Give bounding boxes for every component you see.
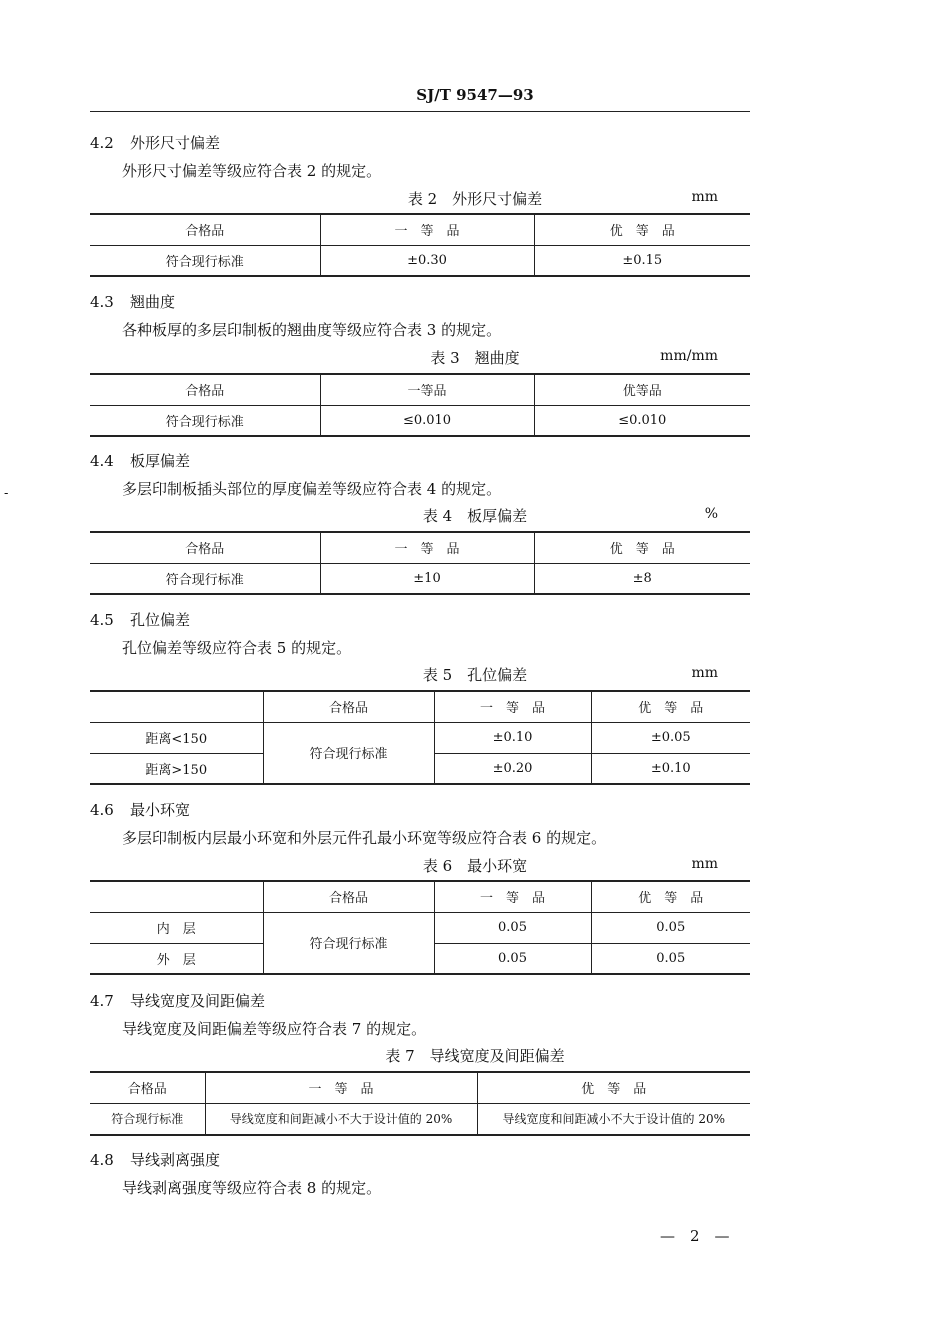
section-number: 4.8 xyxy=(90,1151,114,1169)
section-4-2-text: 外形尺寸偏差等级应符合表 2 的规定。 xyxy=(122,162,382,180)
section-4-8-text: 导线剥离强度等级应符合表 8 的规定。 xyxy=(122,1179,382,1197)
table-3 xyxy=(90,373,750,437)
header-cell: 合格品 xyxy=(263,691,434,722)
table-cell: 导线宽度和间距减小不大于设计值的 20% xyxy=(477,1103,750,1135)
table-cell: 符合现行标准 xyxy=(90,1103,205,1135)
table-4 xyxy=(90,531,750,595)
table-6 xyxy=(90,880,750,975)
table-cell: ±0.10 xyxy=(591,753,750,784)
table-cell: 符合现行标准 xyxy=(90,245,320,276)
header-cell: 一 等 品 xyxy=(320,214,534,245)
table-cell: 符合现行标准 xyxy=(90,405,320,436)
table-2-caption: 表 2 外形尺寸偏差 xyxy=(407,190,543,208)
header-cell xyxy=(90,691,263,722)
margin-mark: - xyxy=(4,486,9,501)
table-cell: ±0.20 xyxy=(434,753,591,784)
table-cell: ±0.15 xyxy=(534,245,750,276)
table-cell: ≤0.010 xyxy=(534,405,750,436)
table-cell: ±0.30 xyxy=(320,245,534,276)
merged-cell: 符合现行标准 xyxy=(263,722,434,784)
table-cell: 0.05 xyxy=(434,912,591,943)
table-3-caption: 表 3 翘曲度 xyxy=(430,349,520,367)
header-cell: 合格品 xyxy=(90,532,320,563)
table-5 xyxy=(90,690,750,785)
section-number: 4.6 xyxy=(90,801,114,819)
section-title: 最小环宽 xyxy=(130,801,191,819)
table-cell: 符合现行标准 xyxy=(90,563,320,594)
header-cell: 优 等 品 xyxy=(534,532,750,563)
table-cell: 0.05 xyxy=(591,912,750,943)
section-4-7-text: 导线宽度及间距偏差等级应符合表 7 的规定。 xyxy=(122,1020,427,1038)
row-label: 外 层 xyxy=(90,943,263,974)
section-title: 导线剥离强度 xyxy=(130,1151,221,1169)
header-cell: 一 等 品 xyxy=(205,1072,477,1103)
section-4-3-heading xyxy=(90,291,175,312)
header-divider xyxy=(90,111,750,112)
row-label: 距离<150 xyxy=(90,722,263,753)
document-code: SJ/T 9547—93 xyxy=(416,86,534,104)
header-cell xyxy=(90,881,263,912)
table-cell: 0.05 xyxy=(434,943,591,974)
header-cell: 一 等 品 xyxy=(434,881,591,912)
header-cell: 优 等 品 xyxy=(591,691,750,722)
section-4-5-text: 孔位偏差等级应符合表 5 的规定。 xyxy=(122,639,352,657)
table-5-unit: mm xyxy=(691,665,718,681)
table-3-unit: mm/mm xyxy=(660,348,718,364)
header-cell: 一 等 品 xyxy=(320,532,534,563)
section-4-6-heading xyxy=(90,799,190,820)
header-cell: 一 等 品 xyxy=(434,691,591,722)
table-7 xyxy=(90,1071,750,1136)
section-title: 板厚偏差 xyxy=(130,452,191,470)
section-number: 4.3 xyxy=(90,293,114,311)
table-cell: ±10 xyxy=(320,563,534,594)
header-cell: 合格品 xyxy=(90,374,320,405)
table-cell: 0.05 xyxy=(591,943,750,974)
section-4-3-text: 各种板厚的多层印制板的翘曲度等级应符合表 3 的规定。 xyxy=(122,321,502,339)
table-5-caption: 表 5 孔位偏差 xyxy=(422,666,528,684)
section-title: 导线宽度及间距偏差 xyxy=(130,992,266,1010)
table-7-caption: 表 7 导线宽度及间距偏差 xyxy=(385,1047,565,1065)
header-cell: 一等品 xyxy=(320,374,534,405)
table-6-unit: mm xyxy=(691,856,718,872)
table-4-caption: 表 4 板厚偏差 xyxy=(422,507,528,525)
header-cell: 合格品 xyxy=(90,214,320,245)
table-cell: ±0.10 xyxy=(434,722,591,753)
section-4-4-heading xyxy=(90,450,190,471)
header-cell: 合格品 xyxy=(90,1072,205,1103)
section-number: 4.4 xyxy=(90,452,114,470)
header-cell: 优 等 品 xyxy=(591,881,750,912)
section-number: 4.7 xyxy=(90,992,114,1010)
table-2-unit: mm xyxy=(691,189,718,205)
table-cell: 导线宽度和间距减小不大于设计值的 20% xyxy=(205,1103,477,1135)
section-4-7-heading xyxy=(90,990,265,1011)
table-cell: ±0.05 xyxy=(591,722,750,753)
section-4-4-text: 多层印制板插头部位的厚度偏差等级应符合表 4 的规定。 xyxy=(122,480,502,498)
header-cell: 优 等 品 xyxy=(477,1072,750,1103)
table-4-unit: % xyxy=(704,506,718,522)
section-number: 4.5 xyxy=(90,611,114,629)
table-6-caption: 表 6 最小环宽 xyxy=(422,857,528,875)
section-title: 孔位偏差 xyxy=(130,611,191,629)
merged-cell: 符合现行标准 xyxy=(263,912,434,974)
header-cell: 优等品 xyxy=(534,374,750,405)
header-cell: 优 等 品 xyxy=(534,214,750,245)
section-4-5-heading xyxy=(90,609,190,630)
table-2 xyxy=(90,213,750,277)
section-title: 翘曲度 xyxy=(130,293,176,311)
row-label: 距离>150 xyxy=(90,753,263,784)
header-cell: 合格品 xyxy=(263,881,434,912)
section-4-6-text: 多层印制板内层最小环宽和外层元件孔最小环宽等级应符合表 6 的规定。 xyxy=(122,829,607,847)
section-title: 外形尺寸偏差 xyxy=(130,134,221,152)
section-number: 4.2 xyxy=(90,134,114,152)
section-4-8-heading xyxy=(90,1149,220,1170)
table-cell: ≤0.010 xyxy=(320,405,534,436)
page-number: — 2 — xyxy=(660,1227,730,1245)
section-4-2-heading xyxy=(90,132,220,153)
table-cell: ±8 xyxy=(534,563,750,594)
row-label: 内 层 xyxy=(90,912,263,943)
